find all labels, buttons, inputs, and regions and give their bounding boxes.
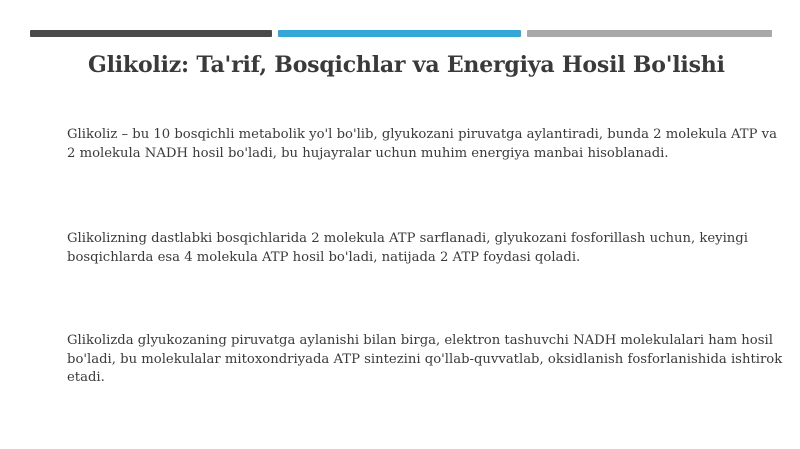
paragraph-nadh: Glikolizda glyukozaning piruvatga aylanishi bilan birga, elektron tashuvchi NADH molekulalari ham hosil bo'ladi, bu molekulalar mitoxondriyada ATP sintezini qo'llab-quvvatlab, oksidlanish fosforlanishida ishtirok etadi. — [67, 333, 783, 385]
slide-title: Glikoliz: Ta'rif, Bosqichlar va Energiya Hosil Bo'lishi — [88, 52, 725, 78]
paragraph-definition: Glikoliz – bu 10 bosqichli metabolik yo'l bo'lib, glyukozani piruvatga aylantiradi, bunda 2 molekula ATP va 2 molekula NADH hosil bo'ladi, bu hujayralar uchun muhim energiya manbai hisoblanadi. — [67, 127, 777, 161]
accent-bar-dark — [30, 30, 272, 37]
accent-bar-blue — [278, 30, 521, 37]
paragraph-atp-balance: Glikolizning dastlabki bosqichlarida 2 molekula ATP sarflanadi, glyukozani fosforillash uchun, keyingi bosqichlarda esa 4 molekula ATP hosil bo'ladi, natijada 2 ATP foydasi qoladi. — [67, 231, 748, 265]
accent-bar-gray — [527, 30, 772, 37]
header-accent-bars — [30, 30, 772, 38]
